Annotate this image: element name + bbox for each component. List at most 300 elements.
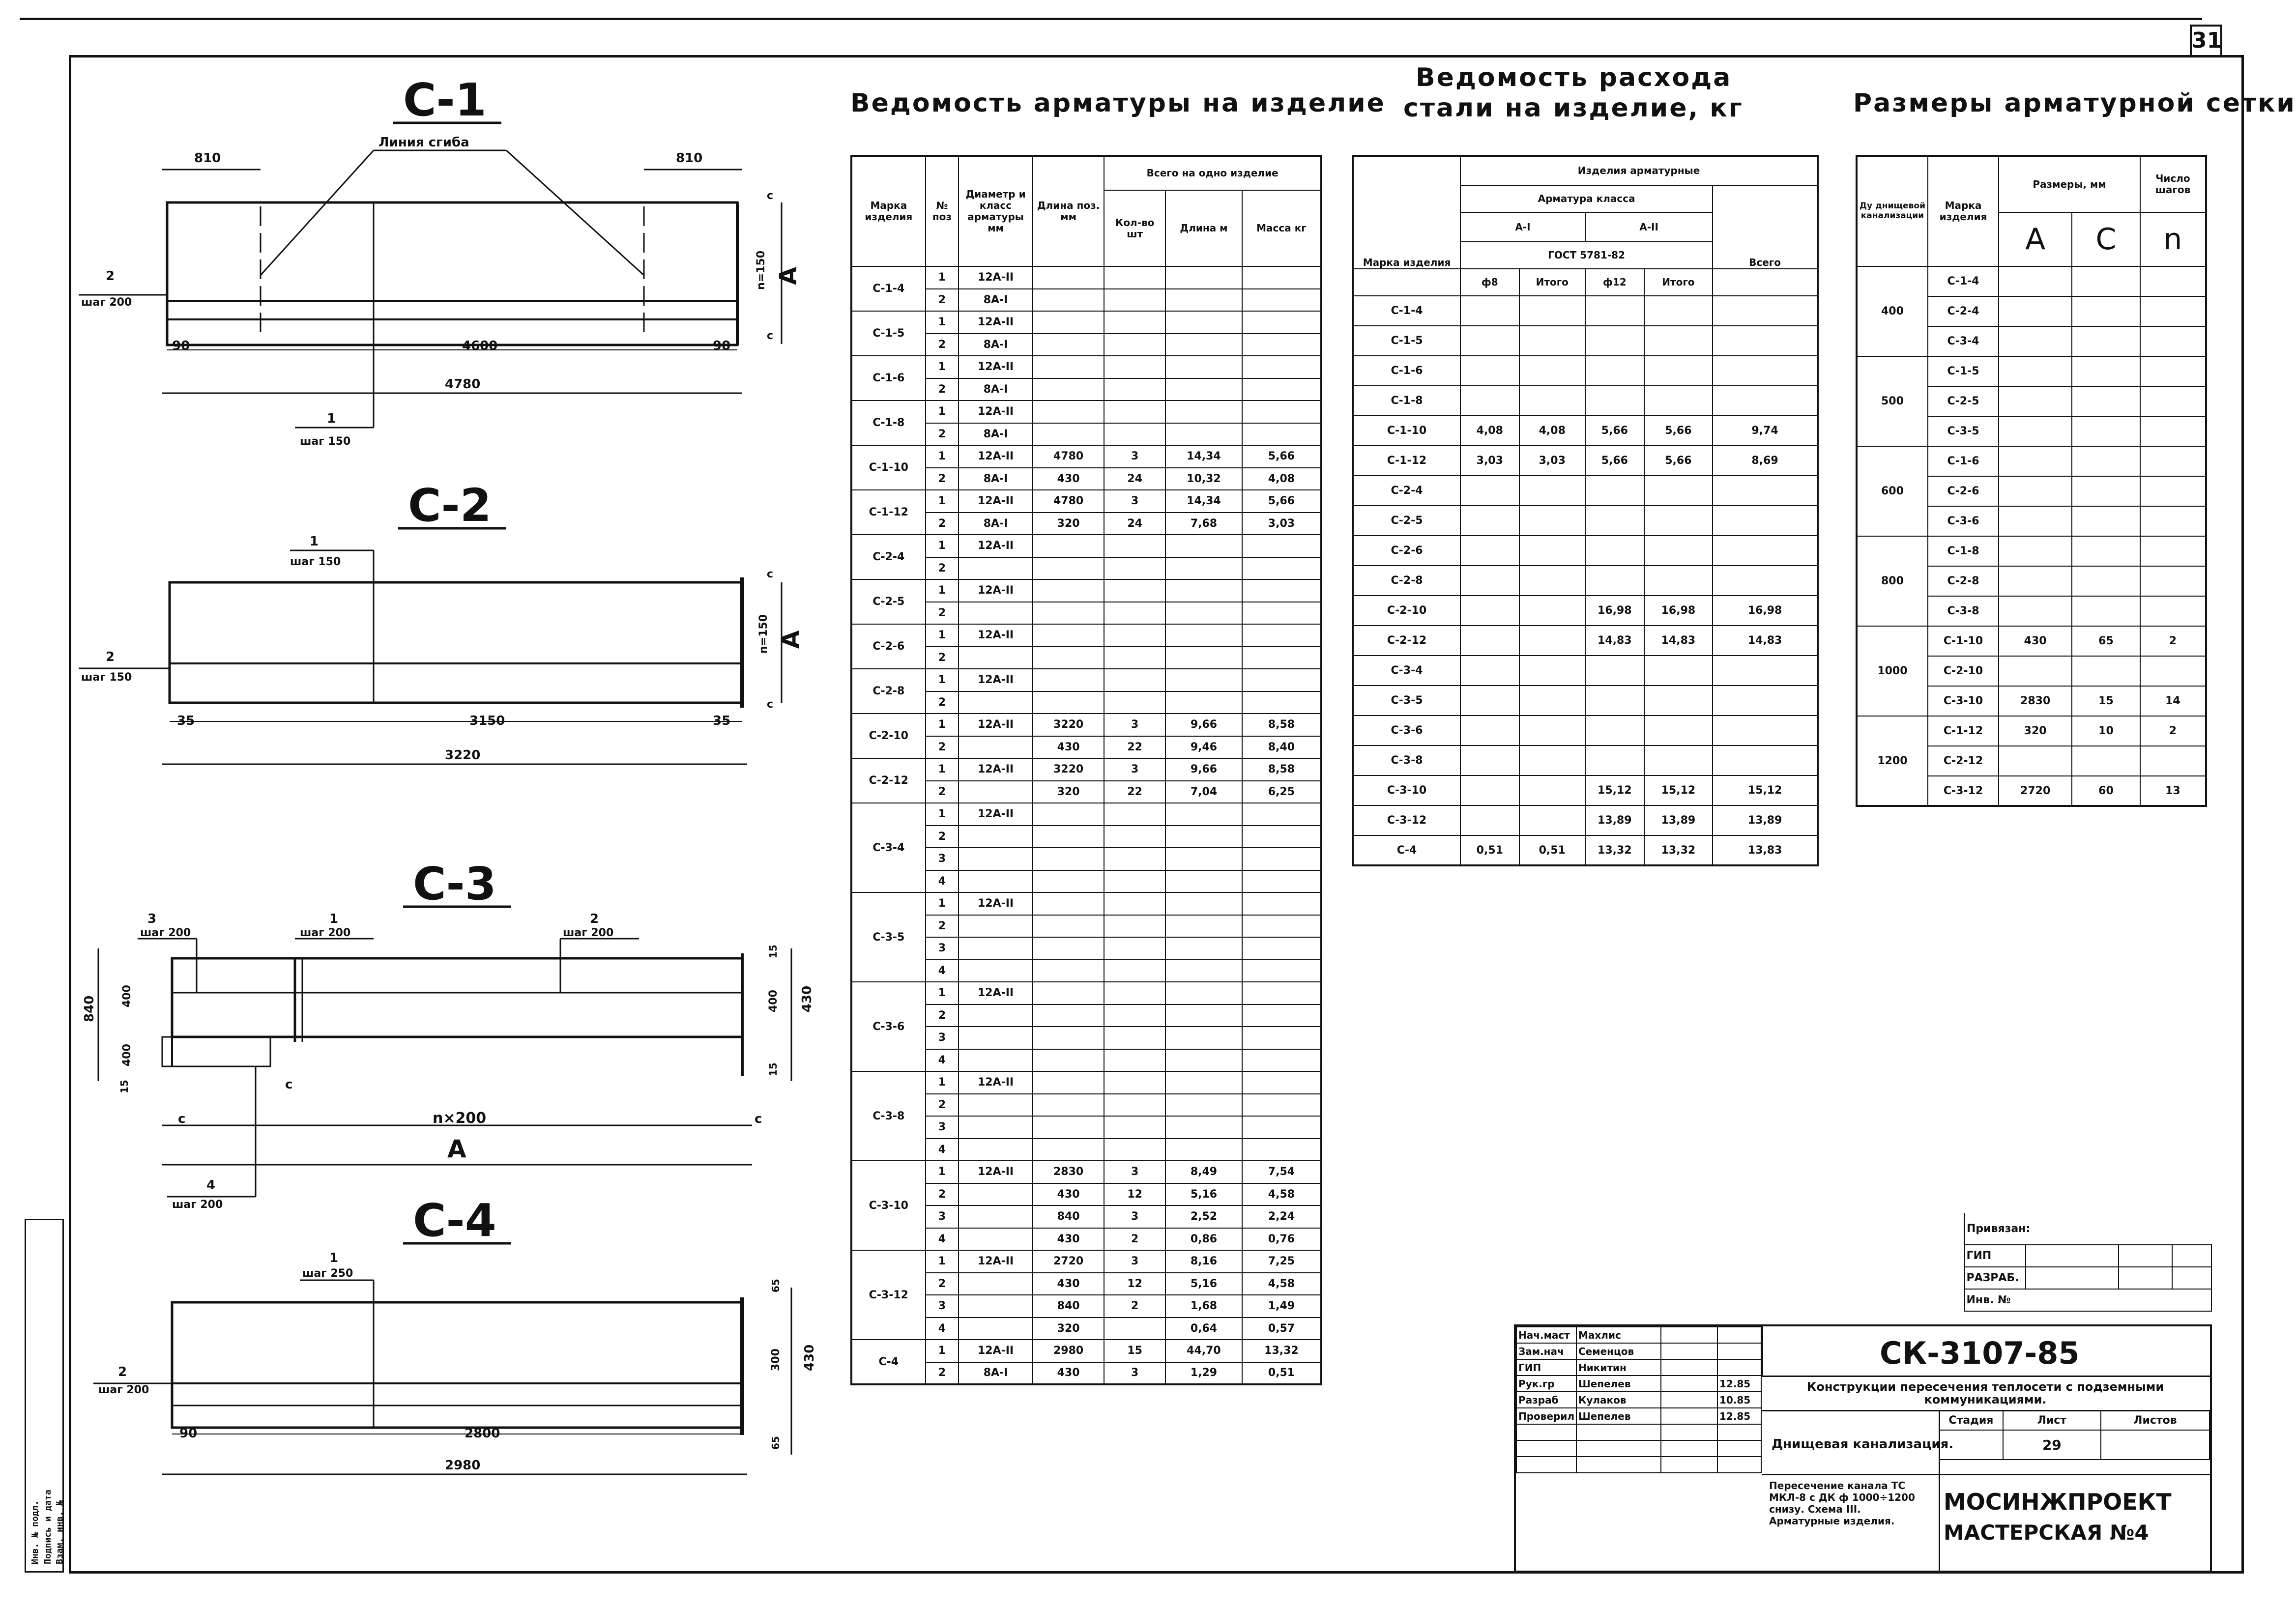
steel-vsego: 15,12 — [1713, 775, 1818, 805]
armatura-dlina-m — [1165, 423, 1242, 446]
stamp-list-num: 29 — [2003, 1430, 2101, 1460]
armatura-kol — [1104, 378, 1165, 401]
armatura-dlina — [1033, 1094, 1104, 1117]
stamp-role: Проверил — [1516, 1408, 1576, 1424]
armatura-kol — [1104, 334, 1165, 356]
setka-A — [1999, 476, 2072, 506]
armatura-pos: 1 — [926, 356, 959, 378]
armatura-massa — [1242, 1004, 1321, 1027]
steel-itogo1 — [1519, 326, 1585, 356]
armatura-dlina — [1033, 311, 1104, 334]
steel-f12: 13,32 — [1585, 835, 1644, 865]
armatura-dlina — [1033, 535, 1104, 557]
armatura-pos: 2 — [926, 513, 959, 535]
steel-marka: С-3-8 — [1353, 746, 1460, 775]
steel-title-1: Ведомость расхода — [1416, 63, 1732, 92]
armatura-pos: 1 — [926, 311, 959, 334]
armatura-pos: 2 — [926, 602, 959, 625]
armatura-pos: 1 — [926, 892, 959, 915]
steel-vsego — [1713, 296, 1818, 326]
stamp-role: Разраб — [1516, 1392, 1576, 1408]
c3-r2: 2 — [590, 912, 599, 926]
armatura-kol — [1104, 803, 1165, 826]
c2-A: А — [777, 630, 805, 649]
sketch-c4 — [93, 1194, 817, 1474]
setka-C — [2072, 656, 2140, 686]
c4-d300: 300 — [770, 1348, 782, 1371]
steel-itogo1 — [1519, 805, 1585, 835]
armatura-kol: 3 — [1104, 490, 1165, 513]
armatura-massa — [1242, 669, 1321, 691]
setka-A — [1999, 746, 2072, 776]
armatura-pos: 2 — [926, 557, 959, 580]
steel-marka: С-1-5 — [1353, 326, 1460, 356]
armatura-marka: С-1-6 — [851, 356, 926, 401]
steel-marka: С-3-10 — [1353, 775, 1460, 805]
armatura-kol — [1104, 289, 1165, 312]
stamp-signature — [1661, 1343, 1717, 1359]
armatura-dlina: 430 — [1033, 1183, 1104, 1206]
setka-marka: С-3-10 — [1928, 686, 1999, 716]
armatura-pos: 2 — [926, 1183, 959, 1206]
stamp-empty-cell — [1576, 1440, 1661, 1457]
c2-rebar1: 1 — [310, 534, 319, 549]
armatura-kol — [1104, 1094, 1165, 1117]
steel-itogo1 — [1519, 536, 1585, 566]
steel-title-2: стали на изделие, кг — [1403, 93, 1744, 123]
armatura-kol — [1104, 870, 1165, 893]
armatura-dlina — [1033, 579, 1104, 602]
armatura-marka: С-4 — [851, 1340, 926, 1384]
setka-h-C: С — [2072, 212, 2140, 266]
armatura-diam: 12А-II — [959, 892, 1033, 915]
steel-f8 — [1460, 476, 1519, 506]
stamp-code: СК-3107-85 — [1880, 1335, 2080, 1371]
armatura-diam — [959, 1049, 1033, 1072]
armatura-massa: 7,54 — [1242, 1161, 1321, 1183]
steel-f8: 3,03 — [1460, 446, 1519, 476]
setka-n — [2140, 746, 2206, 776]
stamp-stadia: Стадия — [1939, 1410, 2003, 1430]
armatura-dlina-m — [1165, 1139, 1242, 1161]
steel-itogo2 — [1644, 686, 1713, 716]
steel-itogo1: 4,08 — [1519, 416, 1585, 446]
setka-n — [2140, 566, 2206, 596]
armatura-dlina — [1033, 915, 1104, 938]
c3-c1: с — [178, 1112, 186, 1126]
stamp-empty-cell — [1717, 1440, 1761, 1457]
armatura-diam — [959, 691, 1033, 714]
steel-itogo1 — [1519, 686, 1585, 716]
steel-itogo2 — [1644, 476, 1713, 506]
arm-h-vsego: Всего на одно изделие — [1104, 156, 1321, 190]
armatura-pos: 1 — [926, 1250, 959, 1273]
stamp-empty-cell — [1516, 1440, 1576, 1457]
armatura-diam — [959, 826, 1033, 848]
setka-du: 500 — [1857, 356, 1928, 446]
armatura-dlina-m — [1165, 1004, 1242, 1027]
armatura-kol — [1104, 266, 1165, 289]
stamp-list-table — [1939, 1410, 2210, 1460]
armatura-marka: С-2-10 — [851, 714, 926, 758]
armatura-dlina-m — [1165, 535, 1242, 557]
armatura-diam — [959, 1004, 1033, 1027]
armatura-kol — [1104, 356, 1165, 378]
c4-d430: 430 — [802, 1344, 817, 1371]
stamp-person-row — [1516, 1392, 1761, 1408]
c4-s2: шаг 200 — [98, 1384, 149, 1396]
armatura-dlina — [1033, 803, 1104, 826]
armatura-pos: 1 — [926, 624, 959, 647]
setka-row — [1857, 536, 2206, 566]
setka-marka: С-2-10 — [1928, 656, 1999, 686]
armatura-dlina — [1033, 1139, 1104, 1161]
steel-h-f8: ф8 — [1460, 269, 1519, 296]
stamp-signature — [1661, 1392, 1717, 1408]
armatura-massa: 4,08 — [1242, 468, 1321, 490]
c4-r2: 2 — [118, 1365, 127, 1379]
c4-d65a: 65 — [770, 1279, 782, 1292]
armatura-pos: 2 — [926, 647, 959, 669]
armatura-massa: 8,58 — [1242, 714, 1321, 736]
c1-d90a: 90 — [172, 339, 190, 353]
setka-C: 15 — [2072, 686, 2140, 716]
setka-C — [2072, 596, 2140, 626]
armatura-pos: 1 — [926, 669, 959, 691]
setka-n: 2 — [2140, 626, 2206, 656]
c1-A: А — [775, 266, 802, 285]
armatura-pos: 1 — [926, 445, 959, 468]
armatura-kol: 3 — [1104, 758, 1165, 781]
setka-A — [1999, 596, 2072, 626]
armatura-dlina-m — [1165, 557, 1242, 580]
steel-h-a2: А-II — [1585, 212, 1713, 242]
setka-n — [2140, 596, 2206, 626]
steel-row — [1353, 386, 1818, 416]
armatura-dlina-m — [1165, 378, 1242, 401]
setka-A: 430 — [1999, 626, 2072, 656]
armatura-diam — [959, 848, 1033, 870]
armatura-pos: 2 — [926, 423, 959, 446]
armatura-dlina — [1033, 848, 1104, 870]
stamp-surname: Никитин — [1576, 1359, 1661, 1376]
c1-c-top: с — [767, 190, 774, 202]
armatura-diam: 8А-I — [959, 1362, 1033, 1385]
armatura-dlina-m — [1165, 647, 1242, 669]
armatura-massa: 4,58 — [1242, 1183, 1321, 1206]
steel-marka: С-2-12 — [1353, 626, 1460, 656]
armatura-dlina: 320 — [1033, 781, 1104, 803]
c2-c-top: с — [767, 568, 774, 580]
armatura-pos: 4 — [926, 1228, 959, 1251]
setka-n — [2140, 296, 2206, 326]
armatura-dlina-m: 5,16 — [1165, 1273, 1242, 1295]
armatura-massa — [1242, 423, 1321, 446]
armatura-massa — [1242, 1139, 1321, 1161]
c1-d4780: 4780 — [445, 377, 481, 392]
armatura-dlina: 430 — [1033, 468, 1104, 490]
stamp-date: 12.85 — [1717, 1408, 1761, 1424]
setka-marka: С-1-5 — [1928, 356, 1999, 386]
armatura-dlina: 840 — [1033, 1295, 1104, 1318]
steel-f12 — [1585, 296, 1644, 326]
steel-f8 — [1460, 356, 1519, 386]
c3-d840: 840 — [82, 995, 97, 1022]
armatura-pos: 1 — [926, 982, 959, 1004]
steel-f8 — [1460, 296, 1519, 326]
armatura-massa: 0,76 — [1242, 1228, 1321, 1251]
c1-c-bot: с — [767, 330, 774, 342]
steel-marka: С-1-12 — [1353, 446, 1460, 476]
steel-vsego — [1713, 326, 1818, 356]
armatura-dlina — [1033, 937, 1104, 960]
steel-f12 — [1585, 746, 1644, 775]
c3-d15c: 15 — [118, 1080, 130, 1093]
armatura-massa — [1242, 535, 1321, 557]
armatura-kol — [1104, 1004, 1165, 1027]
steel-row — [1353, 746, 1818, 775]
armatura-diam — [959, 1228, 1033, 1251]
armatura-kol — [1104, 535, 1165, 557]
armatura-row — [851, 356, 1321, 378]
steel-itogo1 — [1519, 386, 1585, 416]
steel-marka: С-2-10 — [1353, 596, 1460, 626]
setka-C: 65 — [2072, 626, 2140, 656]
armatura-row — [851, 1071, 1321, 1094]
armatura-kol: 24 — [1104, 513, 1165, 535]
armatura-pos: 2 — [926, 691, 959, 714]
stamp-person-row — [1516, 1327, 1761, 1343]
armatura-pos: 1 — [926, 1161, 959, 1183]
setka-C — [2072, 746, 2140, 776]
c3-r1: 1 — [329, 912, 339, 926]
armatura-dlina-m: 7,68 — [1165, 513, 1242, 535]
stamp-signature — [1661, 1359, 1717, 1376]
stamp-sub: Днищевая канализация. — [1772, 1437, 1954, 1452]
armatura-dlina-m — [1165, 579, 1242, 602]
page-number: 31 — [2190, 25, 2222, 57]
armatura-dlina: 320 — [1033, 1318, 1104, 1340]
stamp-empty-cell — [1516, 1424, 1576, 1440]
armatura-diam: 12А-II — [959, 579, 1033, 602]
arm-h-dlina: Длина поз. мм — [1033, 156, 1104, 266]
stamp-empty-cell — [1576, 1424, 1661, 1440]
stamp-signature — [1661, 1327, 1717, 1343]
setka-row — [1857, 626, 2206, 656]
arm-h-massa: Масса кг — [1242, 190, 1321, 266]
steel-f8 — [1460, 596, 1519, 626]
setka-A — [1999, 266, 2072, 296]
c3-s2: шаг 200 — [563, 927, 614, 939]
armatura-kol: 12 — [1104, 1183, 1165, 1206]
stamp-desc: Конструкции пересечения теплосети с подземными коммуникациями. — [1806, 1380, 2164, 1407]
setka-n — [2140, 326, 2206, 356]
steel-itogo2: 15,12 — [1644, 775, 1713, 805]
armatura-dlina-m: 14,34 — [1165, 490, 1242, 513]
setka-marka: С-1-6 — [1928, 446, 1999, 476]
steel-vsego — [1713, 386, 1818, 416]
setka-du: 400 — [1857, 266, 1928, 356]
c2-step2: шаг 150 — [81, 671, 132, 684]
steel-itogo1 — [1519, 356, 1585, 386]
c3-d15b: 15 — [767, 1062, 779, 1076]
stamp-listov: Листов — [2101, 1410, 2209, 1430]
c3-s3: шаг 200 — [140, 927, 191, 939]
stamp-empty-cell — [1717, 1424, 1761, 1440]
steel-vsego: 14,83 — [1713, 626, 1818, 656]
armatura-diam — [959, 1318, 1033, 1340]
steel-itogo1 — [1519, 596, 1585, 626]
armatura-dlina — [1033, 557, 1104, 580]
armatura-dlina — [1033, 1004, 1104, 1027]
armatura-dlina-m: 1,29 — [1165, 1362, 1242, 1385]
privyazan-razrab: РАЗРАБ. — [1965, 1267, 2026, 1289]
armatura-row — [851, 982, 1321, 1004]
armatura-marka: С-3-12 — [851, 1250, 926, 1340]
c2-rebar2: 2 — [106, 650, 115, 664]
armatura-dlina — [1033, 266, 1104, 289]
c3-c2: с — [285, 1077, 293, 1092]
armatura-table — [850, 155, 1322, 1385]
steel-marka: С-1-4 — [1353, 296, 1460, 326]
armatura-massa — [1242, 1027, 1321, 1049]
armatura-massa: 2,24 — [1242, 1205, 1321, 1228]
side-podpis: Подпись и дата — [43, 1490, 53, 1564]
stamp-empty-cell — [1717, 1457, 1761, 1473]
setka-n — [2140, 476, 2206, 506]
steel-f12: 5,66 — [1585, 446, 1644, 476]
armatura-dlina-m — [1165, 356, 1242, 378]
armatura-kol: 15 — [1104, 1340, 1165, 1362]
armatura-row — [851, 266, 1321, 289]
side-inv-podl: Инв. № подл. — [30, 1500, 40, 1564]
armatura-massa — [1242, 1116, 1321, 1139]
armatura-dlina-m — [1165, 826, 1242, 848]
armatura-marka: С-2-8 — [851, 669, 926, 714]
armatura-diam: 12А-II — [959, 401, 1033, 423]
steel-itogo2 — [1644, 326, 1713, 356]
setka-A — [1999, 506, 2072, 536]
armatura-row — [851, 669, 1321, 691]
setka-marka: С-2-6 — [1928, 476, 1999, 506]
steel-vsego — [1713, 686, 1818, 716]
steel-table — [1352, 155, 1819, 866]
armatura-pos: 2 — [926, 1362, 959, 1385]
privyazan-title: Привязан: — [1965, 1213, 2212, 1245]
armatura-massa — [1242, 960, 1321, 982]
armatura-dlina: 840 — [1033, 1205, 1104, 1228]
steel-f8 — [1460, 566, 1519, 596]
steel-f12 — [1585, 686, 1644, 716]
armatura-pos: 3 — [926, 1116, 959, 1139]
armatura-diam — [959, 1183, 1033, 1206]
setka-n — [2140, 446, 2206, 476]
armatura-dlina-m — [1165, 960, 1242, 982]
steel-f12: 16,98 — [1585, 596, 1644, 626]
steel-row — [1353, 805, 1818, 835]
steel-h-a1: А-I — [1460, 212, 1585, 242]
c3-title: С-3 — [413, 858, 496, 910]
armatura-pos: 1 — [926, 490, 959, 513]
armatura-massa — [1242, 982, 1321, 1004]
armatura-marka: С-2-4 — [851, 535, 926, 579]
c2-n150: n=150 — [757, 614, 770, 654]
armatura-dlina: 430 — [1033, 736, 1104, 759]
setka-C — [2072, 356, 2140, 386]
armatura-row — [851, 579, 1321, 602]
armatura-diam: 8А-I — [959, 378, 1033, 401]
setka-n — [2140, 386, 2206, 416]
armatura-diam: 12А-II — [959, 1161, 1033, 1183]
top-border-line — [20, 18, 2202, 20]
armatura-diam: 8А-I — [959, 468, 1033, 490]
armatura-dlina-m — [1165, 982, 1242, 1004]
steel-itogo1 — [1519, 566, 1585, 596]
steel-vsego: 16,98 — [1713, 596, 1818, 626]
setka-marka: С-2-12 — [1928, 746, 1999, 776]
setka-C — [2072, 476, 2140, 506]
setka-A — [1999, 446, 2072, 476]
setka-C — [2072, 506, 2140, 536]
armatura-massa — [1242, 602, 1321, 625]
setka-A — [1999, 326, 2072, 356]
armatura-kol — [1104, 647, 1165, 669]
armatura-dlina-m — [1165, 602, 1242, 625]
steel-vsego: 8,69 — [1713, 446, 1818, 476]
armatura-diam: 12А-II — [959, 669, 1033, 691]
armatura-massa: 8,58 — [1242, 758, 1321, 781]
armatura-dlina: 4780 — [1033, 445, 1104, 468]
setka-marka: С-3-8 — [1928, 596, 1999, 626]
steel-f12 — [1585, 536, 1644, 566]
c1-d810-left: 810 — [194, 151, 221, 166]
c1-bend-label: Линия сгиба — [378, 135, 469, 150]
stamp-org2: МАСТЕРСКАЯ №4 — [1944, 1520, 2149, 1545]
stamp-person-row — [1516, 1376, 1761, 1392]
armatura-massa: 3,03 — [1242, 513, 1321, 535]
armatura-diam — [959, 736, 1033, 759]
steel-vsego — [1713, 716, 1818, 746]
armatura-massa: 0,51 — [1242, 1362, 1321, 1385]
steel-f12 — [1585, 716, 1644, 746]
setka-C — [2072, 566, 2140, 596]
armatura-kol: 3 — [1104, 1362, 1165, 1385]
c3-d430: 430 — [800, 985, 814, 1012]
armatura-dlina-m: 0,64 — [1165, 1318, 1242, 1340]
c1-d4600: 4600 — [462, 339, 498, 353]
steel-vsego: 13,89 — [1713, 805, 1818, 835]
armatura-row — [851, 445, 1321, 468]
stamp-date — [1717, 1343, 1761, 1359]
steel-itogo2 — [1644, 296, 1713, 326]
c4-d2800: 2800 — [465, 1426, 500, 1441]
armatura-dlina: 430 — [1033, 1228, 1104, 1251]
setka-marka: С-1-4 — [1928, 266, 1999, 296]
c3-r3: 3 — [147, 912, 157, 926]
armatura-kol — [1104, 1071, 1165, 1094]
steel-f8 — [1460, 626, 1519, 656]
armatura-massa — [1242, 848, 1321, 870]
armatura-massa — [1242, 401, 1321, 423]
steel-marka: С-2-4 — [1353, 476, 1460, 506]
setka-h-du: Ду днищевой канализации — [1857, 156, 1928, 266]
stamp-date: 12.85 — [1717, 1376, 1761, 1392]
armatura-dlina — [1033, 826, 1104, 848]
armatura-pos: 4 — [926, 870, 959, 893]
armatura-kol — [1104, 1318, 1165, 1340]
steel-row — [1353, 596, 1818, 626]
armatura-pos: 1 — [926, 714, 959, 736]
